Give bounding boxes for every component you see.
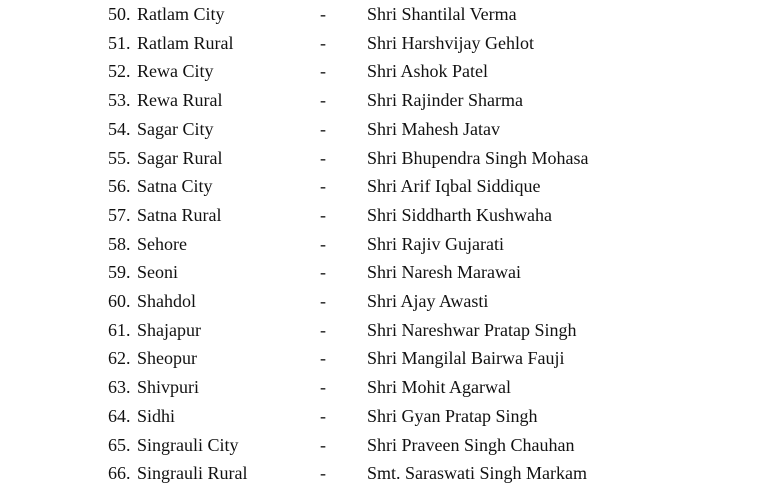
serial-number: 63. (108, 377, 131, 398)
person-name: Shri Harshvijay Gehlot (367, 32, 534, 53)
list-row (0, 373, 780, 401)
person-name: Shri Ajay Awasti (367, 291, 489, 311)
list-row (0, 344, 780, 372)
person-name: Shri Bhupendra Singh Mohasa (367, 147, 589, 168)
list-row (0, 115, 780, 143)
list-row (0, 431, 780, 459)
separator-dash: - (320, 4, 326, 24)
separator-dash: - (320, 90, 326, 111)
district-name: Singrauli Rural (137, 463, 248, 484)
person-name: Smt. Saraswati Singh Markam (367, 463, 587, 484)
serial-number: 66. (108, 463, 131, 484)
separator-dash: - (320, 233, 326, 254)
person-name: Shri Arif Iqbal Siddique (367, 176, 541, 197)
separator-dash: - (320, 262, 326, 283)
district-name: Ratlam City (137, 4, 225, 24)
district-name: Shajapur (137, 319, 201, 340)
serial-number: 62. (108, 348, 131, 369)
person-name: Shri Nareshwar Pratap Singh (367, 319, 577, 340)
separator-dash: - (320, 147, 326, 168)
list-row (0, 201, 780, 229)
district-name: Sagar Rural (137, 147, 223, 168)
separator-dash: - (320, 463, 326, 484)
person-name: Shri Mohit Agarwal (367, 377, 511, 398)
serial-number: 53. (108, 90, 131, 111)
list-row (0, 230, 780, 258)
district-name: Sheopur (137, 348, 197, 369)
district-name: Singrauli City (137, 434, 239, 455)
separator-dash: - (320, 377, 326, 398)
serial-number: 65. (108, 434, 131, 455)
person-name: Shri Rajiv Gujarati (367, 233, 504, 254)
serial-number: 51. (108, 32, 131, 53)
separator-dash: - (320, 434, 326, 455)
separator-dash: - (320, 405, 326, 426)
serial-number: 56. (108, 176, 131, 197)
serial-number: 59. (108, 262, 131, 283)
list-row (0, 316, 780, 344)
serial-number: 61. (108, 319, 131, 340)
district-name: Seoni (137, 262, 179, 283)
list-row (0, 287, 780, 315)
serial-number: 55. (108, 147, 131, 168)
person-name: Shri Naresh Marawai (367, 262, 521, 283)
person-name: Shri Shantilal Verma (367, 4, 517, 24)
list-row (0, 86, 780, 114)
list-row (0, 57, 780, 85)
person-name: Shri Siddharth Kushwaha (367, 204, 552, 225)
serial-number: 50. (108, 4, 131, 24)
serial-number: 64. (108, 405, 131, 426)
district-name: Ratlam Rural (137, 32, 234, 53)
list-row (0, 459, 780, 487)
separator-dash: - (320, 348, 326, 369)
separator-dash: - (320, 204, 326, 225)
person-name: Shri Praveen Singh Chauhan (367, 434, 575, 455)
district-name: Rewa Rural (137, 90, 223, 111)
district-name: Sidhi (137, 405, 176, 426)
person-name: Shri Mangilal Bairwa Fauji (367, 348, 565, 369)
district-name: Satna Rural (137, 204, 222, 225)
district-name: Shivpuri (137, 377, 200, 398)
list-row (0, 402, 780, 430)
list-row (0, 144, 780, 172)
separator-dash: - (320, 32, 326, 53)
serial-number: 58. (108, 233, 131, 254)
list-row (0, 172, 780, 200)
serial-number: 54. (108, 118, 131, 139)
person-name: Shri Gyan Pratap Singh (367, 405, 538, 426)
separator-dash: - (320, 61, 326, 82)
district-name: Sagar City (137, 118, 214, 139)
district-name: Rewa City (137, 61, 214, 82)
district-name: Shahdol (137, 291, 197, 311)
district-name: Sehore (137, 233, 187, 254)
person-name: Shri Rajinder Sharma (367, 90, 523, 111)
separator-dash: - (320, 319, 326, 340)
person-name: Shri Ashok Patel (367, 61, 489, 82)
separator-dash: - (320, 291, 326, 311)
separator-dash: - (320, 176, 326, 197)
serial-number: 60. (108, 291, 131, 311)
list-row (0, 258, 780, 286)
district-name: Satna City (137, 176, 213, 197)
list-row (0, 29, 780, 57)
person-name: Shri Mahesh Jatav (367, 118, 500, 139)
serial-number: 57. (108, 204, 131, 225)
separator-dash: - (320, 118, 326, 139)
serial-number: 52. (108, 61, 131, 82)
list-row (0, 0, 780, 28)
